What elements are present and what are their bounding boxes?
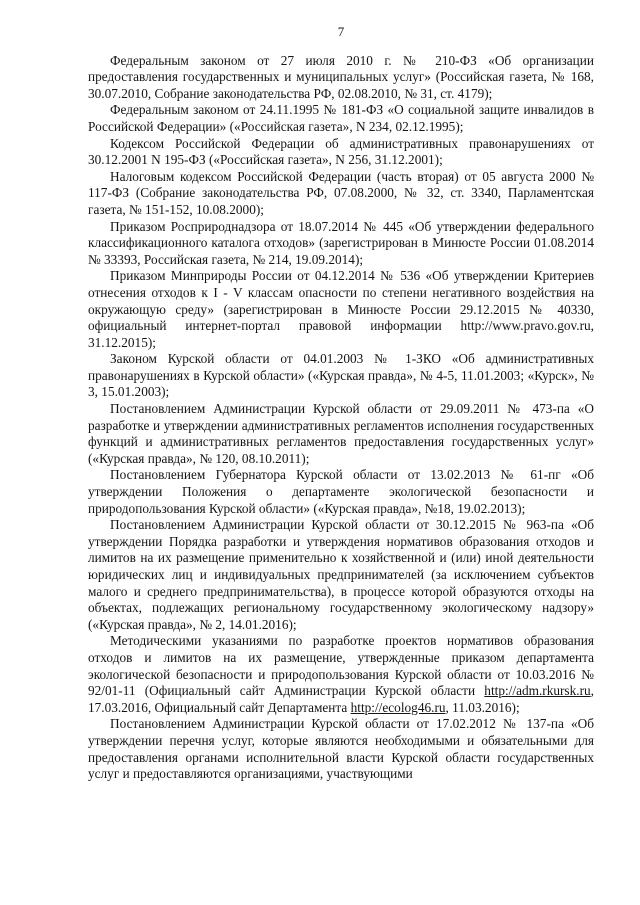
guidelines-text-after: , 11.03.2016); (445, 699, 520, 715)
guidelines-text-before: Методическими указаниями по разработке проектов нормативов образования отходов и лимитов на их размещение, утвержденные приказом департамента экологической безопасности и природопользования Курской области от 10.03.2016 № 92/01-11 (Официальный сайт Администрации Курской области (88, 633, 594, 699)
paragraph-resolution-137: Постановлением Администрации Курской области от 17.02.2012 № 137-па «Об утверждении перечня услуг, которые являются необходимыми и обязательными для предоставления органами исполнительной власти Курской области государственных услуг и предоставляются организациями, участвующими (88, 716, 594, 782)
document-page (88, 24, 594, 783)
paragraph-governor-resolution-61: Постановлением Губернатора Курской области от 13.02.2013 № 61-пг «Об утверждении Положения о департаменте экологической безопасности и природопользования Курской области» («Курская правда», №18, 19.02.2013); (88, 467, 594, 516)
guidelines-text-middle: , 17.03.2016, Официальный сайт Департамента (88, 683, 594, 715)
paragraph-federal-law-181: Федеральным законом от 24.11.1995 № 181-ФЗ «О социальной защите инвалидов в Российской Федерации» («Российская газета», N 234, 02.12.1995); (88, 102, 594, 134)
paragraph-federal-law-210: Федеральным законом от 27 июля 2010 г. № 210-ФЗ «Об организации предоставления государственных и муниципальных услуг» (Российская газета, № 168, 30.07.2010, Собрание законодательства РФ, 02.08.2010, № 31, ст. 4179); (88, 52, 594, 101)
paragraph-resolution-963: Постановлением Администрации Курской области от 30.12.2015 № 963-па «Об утверждении Порядка разработки и утверждения нормативов образования отходов и лимитов на их размещение применительно к хозяйственной и (или) иной деятельности юридических лиц и индивидуальных предпринимателей (за исключением субъектов малого и среднего предпринимательства), в процессе которой образуются отходы на объектах, подлежащих региональному государственному экологическому надзору» («Курская правда», № 2, 14.01.2016); (88, 517, 594, 632)
paragraph-minprirody-order: Приказом Минприроды России от 04.12.2014 № 536 «Об утверждении Критериев отнесения отходов к I - V классам опасности по степени негативного воздействия на окружающую среду» (зарегистрирован в Минюсте России 29.12.2015 № 40330, официальный интернет-портал правовой информации http://www.pravo.gov.ru, 31.12.2015); (88, 268, 594, 350)
paragraph-resolution-473: Постановлением Администрации Курской области от 29.09.2011 № 473-па «О разработке и утверждении административных регламентов исполнения государственных функций и административных регламентов предоставления государственных услуг» («Курская правда», № 120, 08.10.2011); (88, 401, 594, 466)
paragraph-kursk-law: Законом Курской области от 04.01.2003 № 1-ЗКО «Об административных правонарушениях в Курской области» («Курская правда», № 4-5, 11.01.2003; «Курск», № 3, 15.01.2003); (88, 351, 594, 400)
link-adm-rkursk[interactable]: http://adm.rkursk.ru (484, 683, 591, 699)
paragraph-rosprirodnadzor-order: Приказом Росприроднадзора от 18.07.2014 № 445 «Об утверждении федерального классификационного каталога отходов» (зарегистрирован в Минюсте России 01.08.2014 № 33393, Российская газета, № 214, 19.09.2014); (88, 218, 594, 267)
paragraph-methodical-guidelines (88, 633, 594, 716)
page-number: 7 (337, 24, 345, 39)
link-ecolog46[interactable]: http://ecolog46.ru (350, 699, 446, 715)
paragraph-tax-code: Налоговым кодексом Российской Федерации (часть вторая) от 05 августа 2000 № 117-ФЗ (Собрание законодательства РФ, 07.08.2000, № 32, ст. 3340, Парламентская газета, № 151-152, 10.08.2000); (88, 168, 594, 217)
paragraph-administrative-code: Кодексом Российской Федерации об административных правонарушениях от 30.12.2001 N 195-ФЗ («Российская газета», N 256, 31.12.2001); (88, 135, 594, 168)
